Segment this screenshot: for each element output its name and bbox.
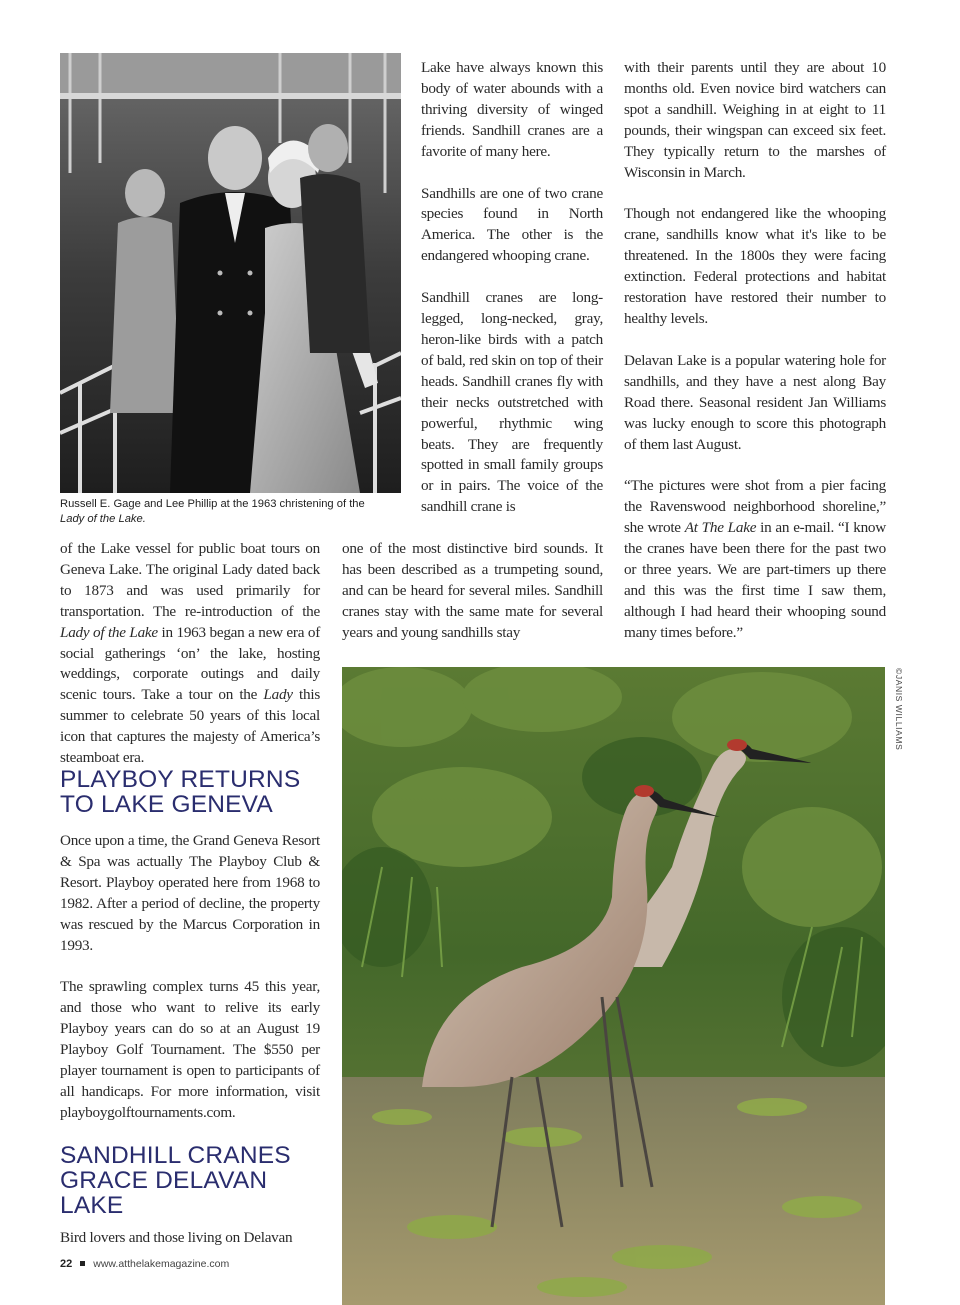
photo-caption-line1: Russell E. Gage and Lee Phillip at the 1963 christening of the	[60, 498, 365, 510]
paragraph: Sandhill cranes are long-legged, long-necked, gray, heron-like birds with a patch of bald, red skin on top of their heads. Sandhill cranes fly with their necks outstretched with powerful, rhythmic wing beats. They are frequently spotted in small family groups or in pairs. The voice of the sandhill crane is	[421, 289, 603, 516]
photo-caption-line2: Lady of the Lake.	[60, 513, 146, 525]
paragraph: Bird lovers and those living on Delavan	[60, 1229, 293, 1246]
middle-column-bottom	[342, 539, 603, 665]
square-bullet-icon	[80, 1261, 85, 1266]
photo-caption	[60, 497, 405, 527]
right-column	[624, 58, 886, 665]
paragraph: Once upon a time, the Grand Geneva Resort & Spa was actually The Playboy Club & Resort. Playboy operated here from 1968 to 1982. After a period of decline, the property was rescued by the Marcus Corporation in 1993.	[60, 832, 320, 954]
heading-playboy: PLAYBOY RETURNS TO LAKE GENEVA	[60, 766, 301, 818]
footer-url: www.atthelakemagazine.com	[93, 1258, 230, 1270]
magazine-name: At The Lake	[684, 519, 757, 537]
middle-column-top	[421, 58, 603, 539]
heading-sandhill: SANDHILL CRANES GRACE DELAVAN LAKE	[60, 1142, 291, 1219]
page-number: 22	[60, 1258, 73, 1270]
paragraph: one of the most distinctive bird sounds. It has been described as a trumpeting sound, and can be heard for several miles. Sandhill cranes stay with the same mate for several years and young sandhills stay	[342, 540, 603, 641]
christening-photo	[60, 53, 401, 493]
left-column	[60, 539, 320, 790]
left-column-playboy	[60, 831, 320, 1145]
paragraph: of the Lake vessel for public boat tours on Geneva Lake. The original Lady dated back to 1873 and was used primarily for transportation. The re-introduction of the Lady of the Lake in 1963 began a new era of social gatherings ‘on’ the lake, hosting weddings, corporate outings and daily scenic tours. Take a tour on the Lady this summer to celebrate 50 years of this local icon that captures the majesty of America’s steamboat era.	[60, 540, 320, 767]
sandhill-cranes-photo	[342, 667, 885, 1305]
paragraph: Lake have always known this body of water abounds with a thriving diversity of winged friends. Sandhill cranes are a favorite of many here.	[421, 59, 603, 160]
paragraph: with their parents until they are about 10 months old. Even novice bird watchers can spot a sandhill. Weighing in at eight to 11 pounds, their wingspan can exceed six feet. They typically return to the marshes of Wisconsin in March.	[624, 59, 886, 181]
paragraph: Delavan Lake is a popular watering hole for sandhills, and they have a nest along Bay Road there. Seasonal resident Jan Williams was lucky enough to score this photograph of them last August.	[624, 351, 886, 453]
christening-photo-image	[60, 53, 401, 493]
page-footer	[60, 1258, 229, 1270]
paragraph: Sandhills are one of two crane species found in North America. The other is the endangered whooping crane.	[421, 184, 603, 265]
quote-paragraph: “The pictures were shot from a pier facing the Ravenswood neighborhood shoreline,” she wrote At The Lake in an e-mail. “I know the cranes have been there for the past two or three years. We are part-timers up there and this was the first time I saw them, although I had heard their whooping sound many times before.”	[624, 477, 886, 641]
paragraph: Though not endangered like the whooping crane, sandhills know what it's like to be threatened. In the 1800s they were facing extinction. Federal protections and habitat restoration have restored their number to healthy levels.	[624, 205, 886, 327]
paragraph: The sprawling complex turns 45 this year, and those who want to relive its early Playboy years can do so at an August 19 Playboy Golf Tournament. The $550 per player tournament is open to participants of all handicaps. For more information, visit playboygolftournaments.com.	[60, 978, 320, 1121]
sandhill-cranes-image	[342, 667, 885, 1305]
photo-credit: ©JANIS WILLIAMS	[894, 668, 904, 751]
